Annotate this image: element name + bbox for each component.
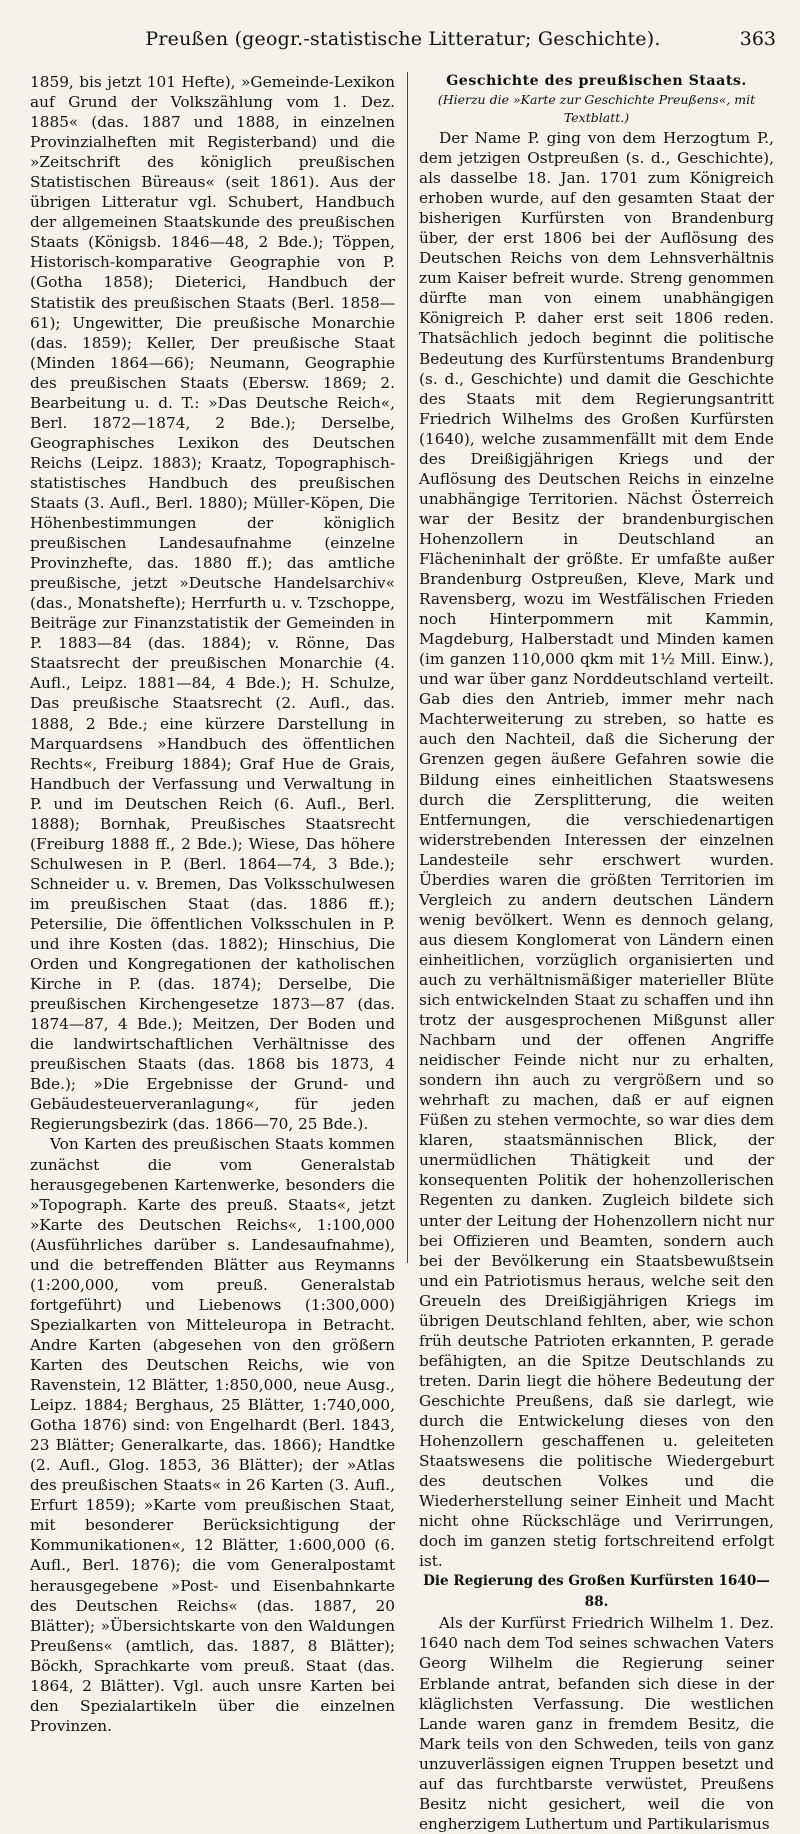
subsection-heading: Die Regierung des Großen Kurfürsten 1640—88. — [423, 1573, 770, 1611]
bibliography-paragraph: 1859, bis jetzt 101 Hefte), »Gemeinde-Lexikon auf Grund der Volkszählung vom 1. Dez. 1885« (das. 1887 und 1888, in einzelnen Provinzialheften mit Registerband) und die »Zeitschrift des königlich preußischen Statistischen Büreaus« (seit 1861). Aus der übrigen Litteratur vgl. Schubert, Handbuch der allgemeinen Staatskunde des preußischen Staats (Königsb. 1846—48, 2 Bde.); Töppen, Historisch-komparative Geographie von P. (Gotha 1858); Dieterici, Handbuch der Statistik des preußischen Staats (Berl. 1858—61); Ungewitter, Die preußische Monarchie (das. 1859); Keller, Der preußische Staat (Minden 1864—66); Neumann, Geographie des preußischen Staats (Ebersw. 1869; 2. Bearbeitung u. d. T.: »Das Deutsche Reich«, Berl. 1872—1874, 2 Bde.); Derselbe, Geographisches Lexikon des Deutschen Reichs (Leipz. 1883); Kraatz, Topographisch-statistisches Handbuch des preußischen Staats (3. Aufl., Berl. 1880); Müller-Köpen, Die Höhenbestimmungen der königlich preußischen Landesaufnahme (einzelne Provinzhefte, das. 1880 ff.); das amtliche preußische, jetzt »Deutsche Handelsarchiv« (das., Monatshefte); Herrfurth u. v. Tzschoppe, Beiträge zur Finanzstatistik der Gemeinden in P. 1883—84 (das. 1884); v. Rönne, Das Staatsrecht der preußischen Monarchie (4. Aufl., Leipz. 1881—84, 4 Bde.); H. Schulze, Das preußische Staatsrecht (2. Aufl., das. 1888, 2 Bde.; eine kürzere Darstellung in Marquardsens »Handbuch des öffentlichen Rechts«, Freiburg 1884); Graf Hue de Grais, Handbuch der Verfassung und Verwaltung in P. und im Deutschen Reich (6. Aufl., Berl. 1888); Bornhak, Preußisches Staatsrecht (Freiburg 1888 ff., 2 Bde.); Wiese, Das höhere Schulwesen in P. (Berl. 1864—74, 3 Bde.); Schneider u. v. Bremen, Das Volksschulwesen im preußischen Staat (das. 1886 ff.); Petersilie, Die öffentlichen Volksschulen in P. und ihre Kosten (das. 1882); Hinschius, Die Orden und Kongregationen der katholischen Kirche in P. (das. 1874); Derselbe, Die preußischen Kirchengesetze 1873—87 (das. 1874—87, 4 Bde.); Meitzen, Der Boden und die landwirtschaftlichen Verhältnisse des preußischen Staats (das. 1868 bis 1873, 4 Bde.); »Die Ergebnisse der Grund- und Gebäudesteuerveranlagung«, für jeden Regierungsbezirk (das. 1866—70, 25 Bde.). — [30, 73, 395, 1134]
left-column — [30, 72, 395, 1735]
right-column — [419, 72, 774, 1833]
running-title: Preußen (geogr.-statistische Litteratur; Geschichte). — [145, 28, 661, 50]
page-number: 363 — [739, 28, 776, 50]
page-header — [30, 28, 776, 62]
section-title: Geschichte des preußischen Staats. — [446, 73, 747, 89]
section-note: (Hierzu die »Karte zur Geschichte Preußens«, mit Textblatt.) — [437, 92, 756, 125]
great-elector-paragraph: Als der Kurfürst Friedrich Wilhelm 1. Dez. 1640 nach dem Tod seines schwachen Vaters Georg Wilhelm die Regierung seiner Erblande antrat, befanden sich diese in der kläglichsten Verfassung. Die westlichen Lande waren ganz in fremdem Besitz, die Mark teils von den Schweden, teils von ganz unzuverlässigen eignen Truppen besetzt und auf das furchtbarste verwüstet, Preußens Besitz nicht gesichert, weil die von engherzigem Luthertum und Partikularismus — [419, 1614, 774, 1833]
history-paragraph: Der Name P. ging von dem Herzogtum P., dem jetzigen Ostpreußen (s. d., Geschichte), als dasselbe 18. Jan. 1701 zum Königreich erhoben wurde, auf den gesamten Staat der bisherigen Kurfürsten von Brandenburg über, der erst 1806 bei der Auflösung des Deutschen Reichs von dem Lehnsverhältnis zum Kaiser befreit wurde. Streng genommen dürfte man von einem unabhängigen Königreich P. daher erst seit 1806 reden. Thatsächlich jedoch beginnt die politische Bedeutung des Kurfürstentums Brandenburg (s. d., Geschichte) und damit die Geschichte des Staats mit dem Regierungsantritt Friedrich Wilhelms des Großen Kurfürsten (1640), welche zusammenfällt mit dem Ende des Dreißigjährigen Kriegs und der Auflösung des Deutschen Reichs in einzelne unabhängige Territorien. Nächst Österreich war der Besitz der brandenburgischen Hohenzollern in Deutschland an Flächeninhalt der größte. Er umfaßte außer Brandenburg Ostpreußen, Kleve, Mark und Ravensberg, wozu im Westfälischen Frieden noch Hinterpommern mit Kammin, Magdeburg, Halberstadt und Minden kamen (im ganzen 110,000 qkm mit 1½ Mill. Einw.), und war über ganz Norddeutschland verteilt. Gab dies den Antrieb, immer mehr nach Machterweiterung zu streben, so hatte es auch den Nachteil, daß die Sicherung der Grenzen gegen äußere Gefahren sowie die Bildung eines einheitlichen Staatswesens durch die Zersplitterung, die weiten Entfernungen, die verschiedenartigen widerstrebenden Interessen der einzelnen Landesteile sehr erschwert wurden. Überdies waren die größten Territorien im Vergleich zu andern deutschen Ländern wenig bevölkert. Wenn es dennoch gelang, aus diesem Konglomerat von Ländern einen einheitlichen, vorzüglich organisierten und auch zu verhältnismäßiger materieller Blüte sich entwickelnden Staat zu schaffen und ihn trotz der ausgesprochenen Mißgunst aller Nachbarn und der offenen Angriffe neidischer Feinde nicht nur zu erhalten, sondern ihn auch zu vergrößern und so wehrhaft zu machen, daß er auf eignen Füßen zu stehen vermochte, so war dies dem klaren, staatsmännischen Blick, der unermüdlichen Thätigkeit und der konsequenten Politik der hohenzollerischen Regenten zu danken. Zugleich bildete sich unter der Leitung der Hohenzollern nicht nur bei Offizieren und Beamten, sondern auch bei der Bevölkerung ein Staatsbewußtsein und ein Patriotismus heraus, welche seit den Greueln des Dreißigjährigen Kriegs im übrigen Deutschland fehlten, aber, wie schon früh deutsche Patrioten erkannten, P. gerade befähigten, an die Spitze Deutschlands zu treten. Darin liegt die höhere Bedeutung der Geschichte Preußens, daß sie darlegt, wie durch die Entwickelung dieses von den Hohenzollern geschaffenen u. geleiteten Staatswesens die politische Wiedergeburt des deutschen Volkes und die Wiederherstellung seiner Einheit und Macht nicht ohne Rückschläge und Verirrungen, doch im ganzen stetig fortschreitend erfolgt ist. — [419, 129, 774, 1571]
column-divider — [407, 72, 408, 1263]
maps-paragraph: Von Karten des preußischen Staats kommen zunächst die vom Generalstab herausgegebenen Kartenwerke, besonders die »Topograph. Karte des preuß. Staats«, jetzt »Karte des Deutschen Reichs«, 1:100,000 (Ausführliches darüber s. Landesaufnahme), und die betreffenden Blätter aus Reymanns (1:200,000, vom preuß. Generalstab fortgeführt) und Liebenows (1:300,000) Spezialkarten von Mitteleuropa in Betracht. Andre Karten (abgesehen von den größern Karten des Deutschen Reichs, wie von Ravenstein, 12 Blätter, 1:850,000, neue Ausg., Leipz. 1884; Berghaus, 25 Blätter, 1:740,000, Gotha 1876) sind: von Engelhardt (Berl. 1843, 23 Blätter; Generalkarte, das. 1866); Handtke (2. Aufl., Glog. 1853, 36 Blätter); der »Atlas des preußischen Staats« in 26 Karten (3. Aufl., Erfurt 1859); »Karte vom preußischen Staat, mit besonderer Berücksichtigung der Kommunikationen«, 12 Blätter, 1:600,000 (6. Aufl., Berl. 1876); die vom Generalpostamt herausgegebene »Post- und Eisenbahnkarte des Deutschen Reichs« (das. 1887, 20 Blätter); »Übersichtskarte von den Waldungen Preußens« (amtlich, das. 1887, 8 Blätter); Böckh, Sprachkarte vom preuß. Staat (das. 1864, 2 Blätter). Vgl. auch unsre Karten bei den Spezialartikeln über die einzelnen Provinzen. — [30, 1135, 395, 1735]
